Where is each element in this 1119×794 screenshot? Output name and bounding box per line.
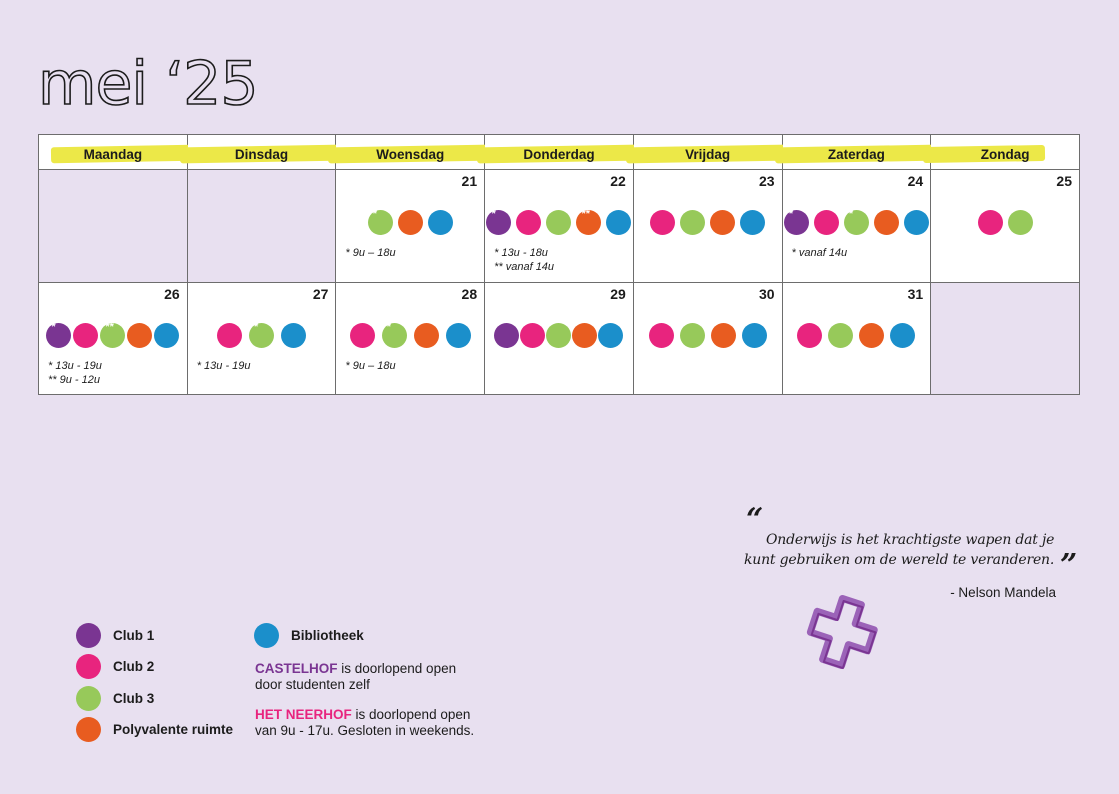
- club1-dot: [76, 623, 101, 648]
- club3-dot: [382, 323, 407, 348]
- day-number: 22: [610, 173, 626, 189]
- neerhof-text: is doorlopend open: [351, 707, 471, 722]
- day-number: 29: [610, 286, 626, 302]
- legend-item-club3: [76, 686, 233, 710]
- polyvalente-dot: [398, 210, 423, 235]
- castelhof-name: CASTELHOF: [255, 661, 338, 676]
- quote-text: [744, 530, 1064, 570]
- bibliotheek-dot: [428, 210, 453, 235]
- weekday-label: Donderdag: [523, 147, 595, 162]
- club3-dot: [76, 686, 101, 711]
- club1-dot: [486, 210, 511, 235]
- calendar-cell-empty: [187, 170, 336, 283]
- club3-dot: [100, 323, 125, 348]
- room-dots: [783, 323, 931, 348]
- weekday-header-woensdag: [336, 135, 485, 170]
- room-dots: [336, 323, 484, 348]
- calendar-cell-30[interactable]: [633, 283, 782, 395]
- polyvalente-dot: [859, 323, 884, 348]
- polyvalente-dot: [710, 210, 735, 235]
- weekday-header-maandag: [39, 135, 188, 170]
- weekday-label: Zondag: [980, 147, 1030, 162]
- legend-label: Polyvalente ruimte: [113, 722, 234, 737]
- quote-open-mark: “: [746, 502, 764, 537]
- club2-dot: [520, 323, 545, 348]
- polyvalente-dot: [874, 210, 899, 235]
- day-number: 24: [907, 173, 924, 189]
- calendar-grid: [38, 134, 1080, 395]
- calendar-cell-29[interactable]: [485, 283, 634, 395]
- club2-dot: [814, 210, 839, 235]
- club1-dot: [784, 210, 809, 235]
- bibliotheek-dot: [742, 323, 767, 348]
- calendar-cell-25[interactable]: [931, 170, 1080, 283]
- cell-notes: [345, 359, 395, 373]
- legend-label: Bibliotheek: [291, 628, 364, 643]
- room-dots: [188, 323, 336, 348]
- calendar-cell-28[interactable]: [336, 283, 485, 395]
- club2-dot: [217, 323, 242, 348]
- asterisk-mark: *: [51, 321, 56, 333]
- day-number: 23: [758, 173, 775, 189]
- bibliotheek-dot: [154, 323, 179, 348]
- club1-dot: [46, 323, 71, 348]
- day-number: 27: [312, 286, 329, 302]
- weekday-header-zaterdag: [782, 135, 931, 170]
- cell-notes: [792, 246, 848, 260]
- quote-author: - Nelson Mandela: [950, 585, 1056, 600]
- room-dots: [336, 210, 484, 235]
- week-row: [39, 283, 1080, 395]
- bibliotheek-dot: [598, 323, 623, 348]
- legend-label: Club 1: [113, 627, 155, 643]
- weekday-header-vrijdag: [633, 135, 782, 170]
- weekday-header-donderdag: [485, 135, 634, 170]
- neerhof-text-line2: van 9u - 17u. Gesloten in weekends.: [255, 723, 475, 738]
- bibliotheek-dot: [446, 323, 471, 348]
- week-row: [39, 170, 1080, 283]
- polyvalente-dot: [76, 717, 101, 742]
- cell-notes: [494, 246, 554, 274]
- club3-dot: [828, 323, 853, 348]
- weekday-label: Vrijdag: [685, 147, 731, 162]
- note-line: * 13u - 19u: [48, 360, 102, 372]
- calendar-cell-27[interactable]: [187, 283, 336, 395]
- weekday-label: Zaterdag: [827, 147, 885, 162]
- club2-dot: [649, 323, 674, 348]
- club1-dot: [494, 323, 519, 348]
- weekday-label: Woensdag: [376, 147, 445, 162]
- neerhof-name: HET NEERHOF: [255, 707, 352, 722]
- club3-dot: [680, 210, 705, 235]
- legend-item-club1: [76, 623, 233, 647]
- polyvalente-dot: [414, 323, 439, 348]
- club3-dot: [1008, 210, 1033, 235]
- cross-logo-icon: [802, 594, 882, 670]
- legend-item-polyvalente: [76, 718, 233, 742]
- legend: [76, 623, 233, 749]
- bibliotheek-dot: [281, 323, 306, 348]
- double-asterisk-mark: **: [581, 208, 591, 220]
- asterisk-mark: *: [386, 321, 392, 333]
- weekday-header-dinsdag: [187, 135, 336, 170]
- club2-dot: [978, 210, 1003, 235]
- note-line: * 13u - 19u: [196, 360, 251, 372]
- calendar-cell-22[interactable]: [485, 170, 634, 283]
- club3-dot: [546, 210, 571, 235]
- bibliotheek-dot: [606, 210, 631, 235]
- legend-label: Club 3: [113, 690, 155, 706]
- note-line: * 9u – 18u: [345, 247, 396, 259]
- day-number: 21: [461, 173, 478, 189]
- cell-notes: [48, 359, 102, 387]
- neerhof-info: [255, 707, 474, 739]
- day-number: 31: [907, 286, 924, 302]
- polyvalente-dot: [127, 323, 152, 348]
- calendar-cell-23[interactable]: [633, 170, 782, 283]
- bibliotheek-dot: [904, 210, 929, 235]
- club2-dot: [76, 654, 101, 679]
- day-number: 25: [1056, 173, 1072, 189]
- calendar-cell-24[interactable]: [782, 170, 931, 283]
- room-dots: [485, 323, 633, 348]
- note-line: ** 9u - 12u: [48, 374, 100, 386]
- room-dots: [783, 210, 931, 235]
- club2-dot: [516, 210, 541, 235]
- note-line: * vanaf 14u: [791, 247, 848, 259]
- asterisk-mark: *: [788, 208, 794, 220]
- club3-dot: [546, 323, 571, 348]
- club3-dot: [844, 210, 869, 235]
- note-line: ** vanaf 14u: [494, 261, 555, 273]
- weekday-header-row: [39, 135, 1080, 170]
- note-line: * 13u - 18u: [494, 247, 548, 259]
- quote-line: kunt gebruiken om de wereld te veranderen.: [744, 552, 1055, 568]
- cell-notes: [345, 246, 395, 260]
- asterisk-mark: *: [848, 208, 854, 220]
- day-number: 26: [164, 286, 180, 302]
- club2-dot: [650, 210, 675, 235]
- legend-label: Club 2: [113, 659, 155, 674]
- bibliotheek-dot: [890, 323, 915, 348]
- legend-item-club2: [76, 655, 233, 679]
- asterisk-mark: *: [491, 208, 496, 220]
- legend-item-bibliotheek: [254, 623, 364, 648]
- club2-dot: [797, 323, 822, 348]
- weekday-label: Dinsdag: [234, 147, 289, 162]
- cell-notes: [197, 359, 251, 373]
- castelhof-text-line2: door studenten zelf: [255, 677, 370, 692]
- calendar-cell-26[interactable]: [39, 283, 188, 395]
- polyvalente-dot: [711, 323, 736, 348]
- weekday-header-zondag: [931, 135, 1080, 170]
- page-title: mei ‘25: [38, 49, 258, 119]
- room-dots: [634, 323, 782, 348]
- note-line: * 9u – 18u: [345, 360, 396, 372]
- room-dots: [39, 323, 187, 348]
- calendar-cell-empty: [931, 283, 1080, 395]
- double-asterisk-mark: **: [105, 321, 114, 333]
- club2-dot: [350, 323, 375, 348]
- club3-dot: [249, 323, 274, 348]
- club2-dot: [73, 323, 98, 348]
- asterisk-mark: *: [372, 208, 378, 220]
- room-dots: [931, 210, 1079, 235]
- day-number: 28: [461, 286, 478, 302]
- quote-close-mark: ”: [1060, 548, 1078, 583]
- room-dots: [634, 210, 782, 235]
- bibliotheek-dot: [740, 210, 765, 235]
- castelhof-info: [255, 661, 456, 693]
- asterisk-mark: *: [254, 321, 259, 333]
- quote-line: Onderwijs is het krachtigste wapen dat je: [766, 532, 1055, 548]
- day-number: 30: [758, 286, 775, 302]
- polyvalente-dot: [572, 323, 597, 348]
- club3-dot: [368, 210, 393, 235]
- calendar-cell-empty: [39, 170, 188, 283]
- calendar-cell-21[interactable]: [336, 170, 485, 283]
- weekday-label: Maandag: [83, 147, 143, 162]
- room-dots: [485, 210, 633, 235]
- calendar-cell-31[interactable]: [782, 283, 931, 395]
- castelhof-text: is doorlopend open: [337, 661, 457, 676]
- bibliotheek-dot: [254, 623, 279, 648]
- club3-dot: [680, 323, 705, 348]
- polyvalente-dot: [576, 210, 601, 235]
